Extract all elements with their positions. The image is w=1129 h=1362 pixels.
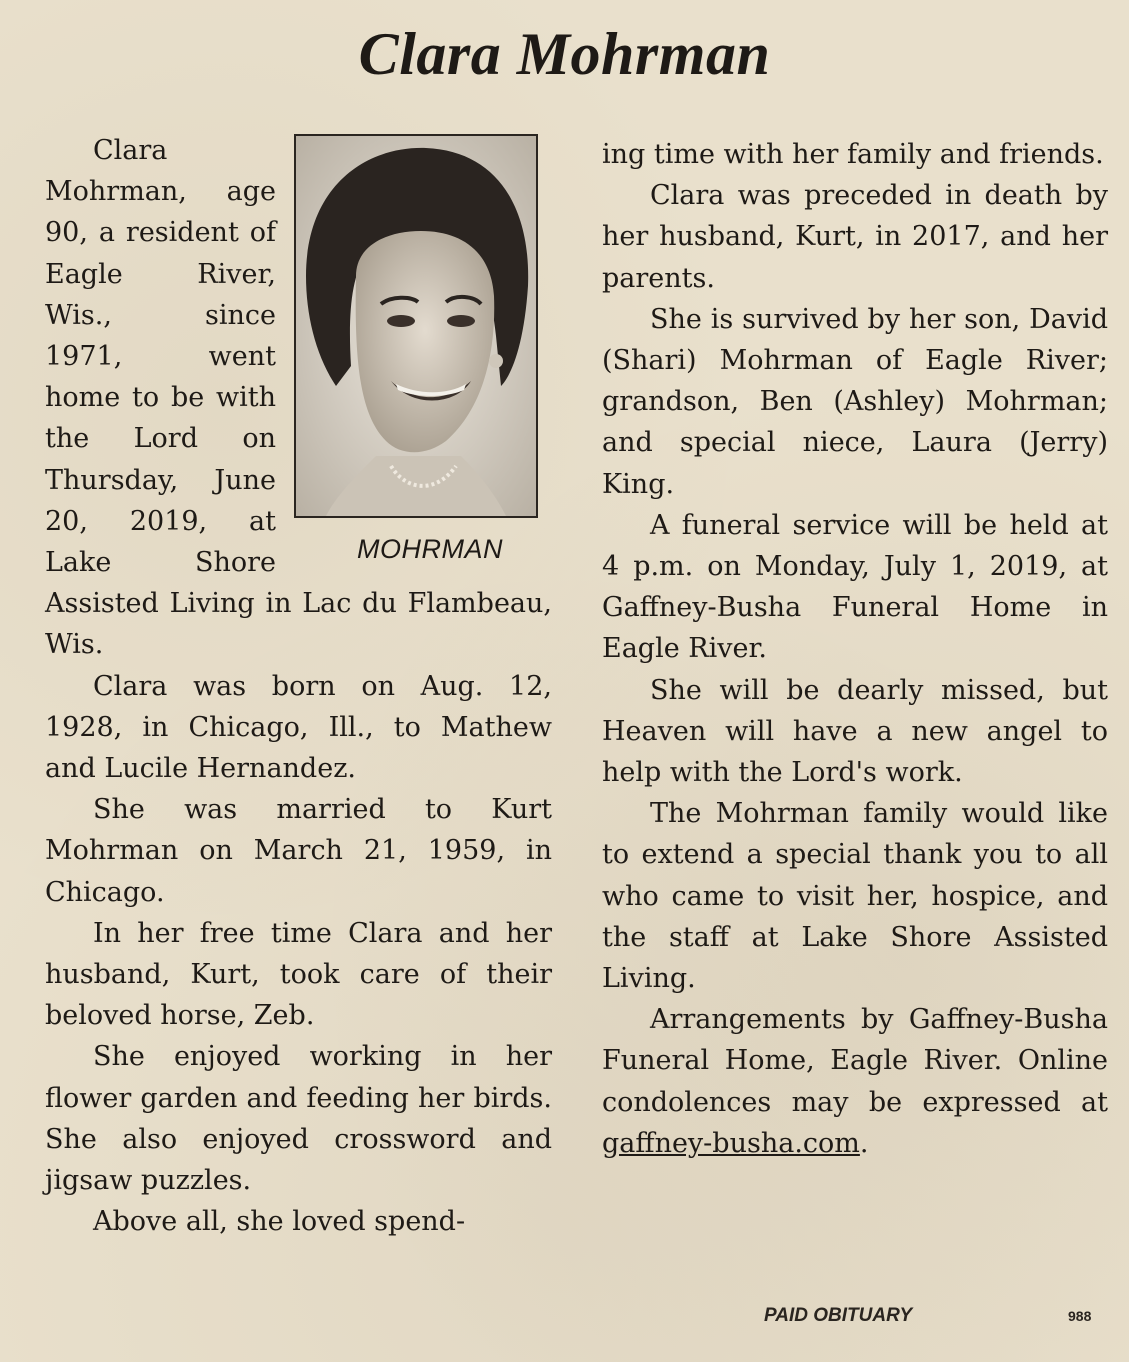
paragraph-marriage: She was married to Kurt Mohrman on March 21, 1959, in Chicago. [45,794,552,908]
paragraph-loves-start: Above all, she loved spend- [93,1206,466,1238]
paragraph-preceded: Clara was preceded in death by her husband, Kurt, in 2017, and her parents. [602,180,1108,294]
paragraph-service: A funeral service will be held at 4 p.m. on Monday, July 1, 2019, at Gaffney-Busha Funeral Home in Eagle River. [602,509,1108,665]
paragraph-birth: Clara was born on Aug. 12, 1928, in Chicago, Ill., to Mathew and Lucile Hernandez. [45,670,552,785]
condolences-link[interactable]: gaffney-busha.com [602,1127,860,1159]
right-column [602,134,1108,1164]
paragraph-loves-end: ing time with her family and friends. [602,139,1104,170]
obituary-title: Clara Mohrman [358,21,771,87]
paragraph-missed: She will be dearly missed, but Heaven will have a new angel to help with the Lord's work. [602,674,1108,789]
portrait-image [296,136,536,516]
arrangements-text: Arrangements by Gaffney-Busha Funeral Home, Eagle River. Online condolences may be expressed at [602,1004,1108,1118]
paragraph-survived: She is survived by her son, David (Shari) Mohrman of Eagle River; grandson, Ben (Ashley) Mohrman; and special niece, Laura (Jerry) King. [602,303,1108,500]
portrait-photo [294,134,538,518]
paragraph-intro: Clara Mohrman, age 90, a resident of Eagle River, Wis., since 1971, went home to be with the Lord on Thursday, June 20, 2019, at Lake Shore Assisted Living in Lac du Flambeau, Wis. [45,135,552,661]
paragraph-arrangements [602,999,1108,1164]
paragraph-hobbies: She enjoyed working in her flower garden and feeding her birds. She also enjoyed crossword and jigsaw puzzles. [45,1041,552,1197]
paid-obituary-label: PAID OBITUARY [764,1305,913,1326]
arrangements-period: . [859,1127,869,1159]
portrait-figure [288,134,552,574]
ad-number: 988 [1068,1308,1092,1324]
paragraph-free-time: In her free time Clara and her husband, Kurt, took care of their beloved horse, Zeb. [45,917,552,1032]
left-column [45,130,552,1242]
paragraph-thanks: The Mohrman family would like to extend a special thank you to all who came to visit her, hospice, and the staff at Lake Shore Assisted Living. [602,798,1108,995]
photo-caption: MOHRMAN [357,534,503,564]
